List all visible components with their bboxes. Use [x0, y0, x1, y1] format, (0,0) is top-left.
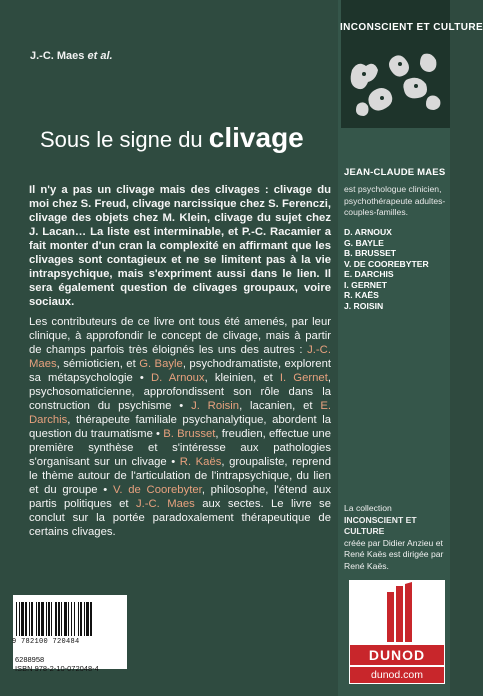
collection-name: INCONSCIENT ET CULTURE: [344, 514, 417, 537]
contributor-name: J.-C. Maes: [135, 498, 195, 510]
isbn: ISBN 978-2-10-072048-4: [15, 664, 99, 673]
back-cover-text: [29, 183, 331, 539]
stock-code: 6288958: [15, 655, 45, 664]
contributor-name: D. Arnoux: [151, 372, 205, 384]
list-item: J. ROISIN: [344, 300, 384, 311]
main-author-name: JEAN-CLAUDE MAES: [344, 167, 446, 178]
list-item: R. KAËS: [344, 290, 379, 300]
lead-paragraph: Il n'y a pas un clivage mais des clivages : clivage du moi chez S. Freud, clivage narcissique chez S. Ferenczi, clivage des objets chez M. Klein, clivage du sujet chez J. Lacan… La liste est interminable, et P.-C. Racamier a fait monter d'un cran la complexité en affirmant que les clivages sont contagieux et ne se limitent pas à la vie intrapsychique, mais s'expriment aussi dans le lien. Il sera également question de clivages groupaux, voire sociaux.: [29, 184, 331, 308]
author-name: J.-C. Maes: [30, 50, 85, 62]
contributor-name: I. Gernet: [279, 372, 328, 384]
contributors-paragraph: Les contributeurs de ce livre ont tous été amenés, par leur clinique, à approfondir le concept de clivage, mais à partir de champs parfois très éloignés les uns des autres : J.-C. Maes, sémioticien, et G. Bayle, psychodramatiste, explorent sa métapsychologie • D. Arnoux, kleinien, et I. Gernet, psychosomaticienne, approfondissent son rôle dans la construction du psychisme • J. Roisin, lacanien, et E. Darchis, thérapeute familiale psychanalytique, abordent la question du traumatisme • B. Brusset, freudien, effectue une première synthèse et s'intéresse aux pathologies s'organisant sur un clivage • R. Kaës, groupaliste, reprend le thème autour de l'articulation de l'intrapsychique, du lien et du groupe • V. de Coorebyter, philosophe, l'étend aux partis politiques et J.-C. Maes aux sectes. Le livre se conclut sur la portée paradoxalement thérapeutique de certains clivages.: [29, 316, 332, 538]
cover-author: [30, 50, 113, 62]
author-suffix: et al.: [87, 50, 113, 62]
list-item: I. GERNET: [344, 279, 387, 290]
list-item: E. DARCHIS: [344, 269, 394, 279]
contributor-name: G. Bayle: [139, 358, 183, 370]
contributors-list: [344, 227, 448, 311]
series-figures-illustration: [344, 40, 448, 122]
title-prefix: Sous le signe du: [40, 127, 203, 152]
publisher-name: DUNOD: [350, 645, 444, 665]
barcode-image: [12, 602, 128, 638]
contributor-name: E. Darchis: [29, 400, 332, 426]
collection-info: La collection INCONSCIENT ET CULTURE créée par Didier Anzieu et René Kaës est dirigée par René Kaës.: [344, 503, 444, 571]
publisher-website: dunod.com: [350, 667, 444, 683]
book-title: [40, 122, 304, 154]
contributor-name: V. de Coorebyter: [112, 484, 202, 496]
contributor-name: R. Kaës: [179, 456, 222, 468]
list-item: B. BRUSSET: [344, 248, 397, 258]
title-emphasis: clivage: [208, 122, 304, 153]
list-item: D. ARNOUX: [344, 227, 392, 237]
list-item: V. DE COOREBYTER: [344, 258, 429, 269]
series-name: INCONSCIENT ET CULTURE: [340, 22, 483, 33]
contributor-name: J.-C. Maes: [29, 344, 331, 370]
list-item: G. BAYLE: [344, 237, 384, 248]
contributor-name: B. Brusset: [163, 428, 216, 440]
contributor-name: J. Roisin: [191, 400, 240, 412]
barcode-number: 9 782100 720484: [12, 638, 80, 646]
main-author-description: est psychologue clinicien, psychothérapeute adultes-couples-familles.: [344, 184, 446, 218]
publisher-logo-icon: [383, 582, 413, 644]
